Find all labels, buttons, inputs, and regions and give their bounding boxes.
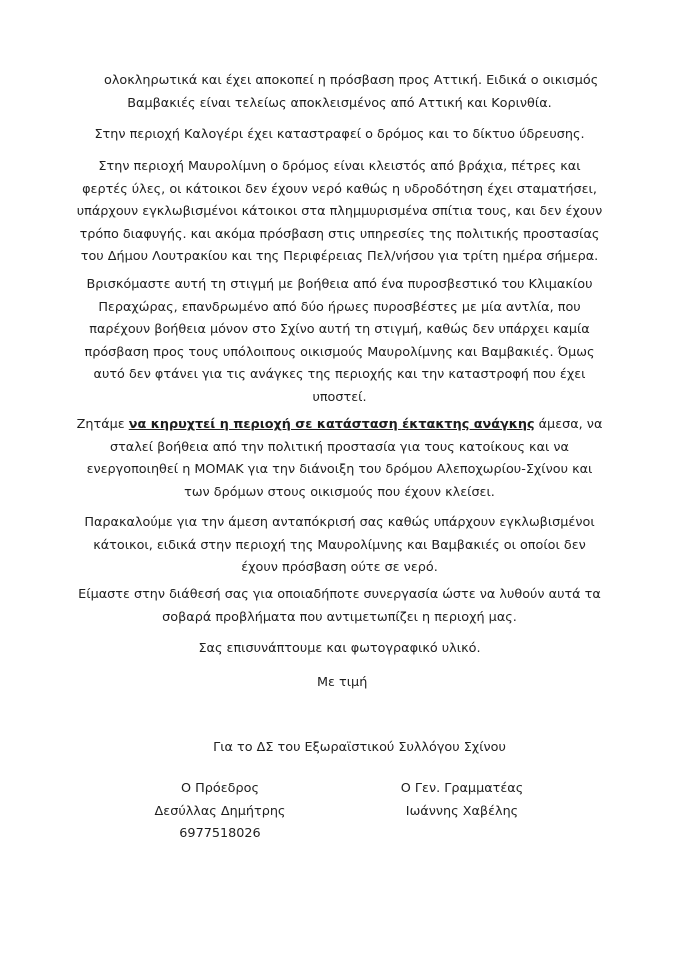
paragraph-first-line: [0, 414, 679, 437]
paragraph-line: ολοκληρωτικά και έχει αποκοπεί η πρόσβαση προς Αττική. Ειδικά ο οικισμός: [104, 73, 599, 88]
paragraph-line: ενεργοποιηθεί η ΜΟΜΑΚ για την διάνοιξη του δρόμου Αλεποχωρίου-Σχίνου και: [86, 462, 593, 478]
paragraph-line: Βρισκόμαστε αυτή τη στιγμή με βοήθεια από ένα πυροσβεστικό του Κλιμακίου: [86, 277, 593, 292]
paragraph-line: Περαχώρας, επανδρωμένο από δύο ήρωες πυροσβέστες με μία αντλία, που: [98, 299, 581, 315]
paragraph-line: Είμαστε στην διάθεσή σας για οποιαδήποτε συνεργασία ώστε να λυθούν αυτά τα: [78, 587, 601, 602]
paragraph-line: Βαμβακιές είναι τελείως αποκλεισμένος από Αττική και Κορινθία.: [127, 95, 552, 111]
paragraph-line: φερτές ύλες, οι κάτοικοι δεν έχουν νερό καθώς η υδροδότηση έχει σταματήσει,: [82, 181, 597, 197]
closing-greeting: Με τιμή: [317, 675, 368, 690]
paragraph-line: παρέχουν βοήθεια μόνον στο Σχίνο αυτή τη στιγμή, καθώς δεν υπάρχει καμία: [89, 322, 590, 338]
paragraph-line: κάτοικοι, ειδικά στην περιοχή της Μαυρολίμνης και Βαμβακιές οι οποίοι δεν: [93, 537, 586, 553]
text-run: Ζητάμε: [76, 417, 129, 432]
paragraph-fire-brigade: [0, 274, 679, 410]
signatory-name: Δεσύλλας Δημήτρης: [154, 803, 286, 819]
signatory-phone: 6977518026: [179, 826, 261, 842]
paragraph-line: Στην περιοχή Μαυρολίμνη ο δρόμος είναι κλειστός από βράχια, πέτρες και: [98, 159, 581, 174]
paragraph-line: υπάρχουν εγκλωβισμένοι κάτοικοι στα πλημμυρισμένα σπίτια τους, και δεν έχουν: [76, 204, 603, 220]
paragraph-line: τρόπο διαφυγής. και ακόμα πρόσβαση στις υπηρεσίες της πολιτικής προστασίας: [79, 226, 600, 242]
paragraph-line: σταλεί βοήθεια από την πολιτική προστασία για τους κατοίκους και να: [109, 439, 569, 455]
paragraph-line: πρόσβαση προς τους υπόλοιπους οικισμούς Μαυρολίμνης και Βαμβακιές. Όμως: [84, 344, 595, 360]
paragraph-kalogeri: [0, 124, 679, 147]
paragraph-line: Στην περιοχή Καλογέρι έχει καταστραφεί ο δρόμος και το δίκτυο ύδρευσης.: [94, 127, 585, 142]
signature-president: [130, 778, 310, 846]
paragraph-line: του Δήμου Λουτρακίου και της Περιφέρειας Πελ/νήσου για τρίτη ημέρα σήμερα.: [80, 249, 599, 265]
emphasized-phrase: να κηρυχτεί η περιοχή σε κατάσταση έκτακτης ανάγκης: [128, 417, 535, 432]
paragraph-urgent-response: [0, 512, 679, 580]
paragraph-line: Παρακαλούμε για την άμεση ανταπόκρισή σας καθώς υπάρχουν εγκλωβισμένοι: [84, 515, 595, 530]
paragraph-emergency-request: [0, 414, 679, 504]
paragraph-attachments: [0, 638, 679, 661]
signature-secretary: [372, 778, 552, 823]
signatory-name: Ιωάννης Χαβέλης: [405, 803, 519, 819]
text-run: άμεσα, να: [534, 417, 603, 432]
paragraph-line: υποστεί.: [312, 389, 367, 405]
paragraph-line: έχουν πρόσβαση ούτε σε νερό.: [241, 560, 438, 576]
paragraph-line: αυτό δεν φτάνει για τις ανάγκες της περιοχής και την καταστροφή που έχει: [93, 367, 586, 383]
paragraph-line: των δρόμων στους οικισμούς που έχουν κλείσει.: [184, 484, 495, 500]
signatory-role: Ο Γεν. Γραμματέας: [400, 781, 524, 796]
paragraph-line: σοβαρά προβλήματα που αντιμετωπίζει η περιοχή μας.: [162, 609, 517, 625]
paragraph-line: Σας επισυνάπτουμε και φωτογραφικό υλικό.: [198, 641, 481, 656]
on-behalf-line: Για το ΔΣ του Εξωραϊστικού Συλλόγου Σχίνου: [213, 740, 506, 755]
paragraph-mavrolimni: [0, 156, 679, 269]
paragraph-access-attica: [0, 70, 679, 115]
paragraph-cooperation: [0, 584, 679, 629]
signatory-role: Ο Πρόεδρος: [181, 781, 259, 796]
